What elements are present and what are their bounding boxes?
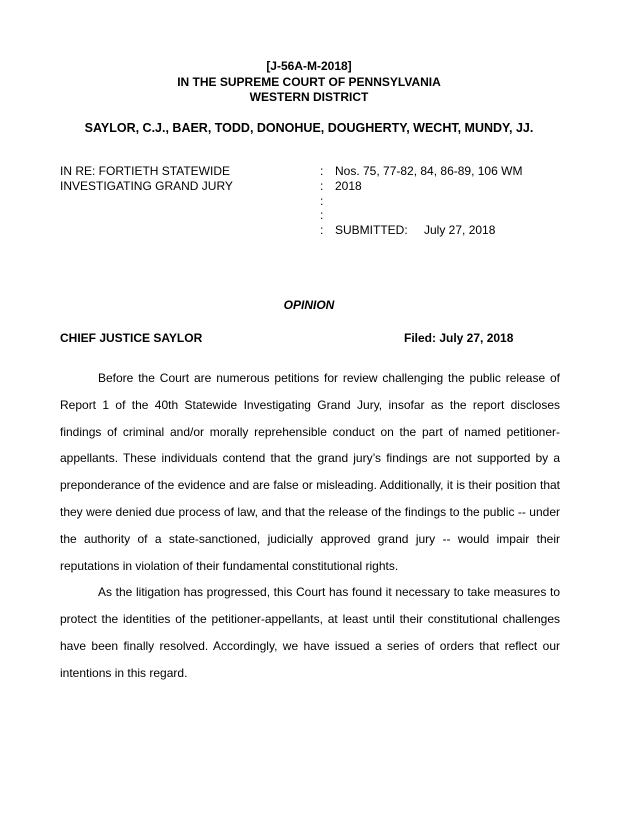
paragraph-2: As the litigation has progressed, this Court has found it necessary to take measures to protect the identities of the petitioner-appellants, at least until their constitutional challenges have been finally resolved. Accordingly, we have issued a series of orders that reflect our intentions in this regard. [60,585,560,680]
court-name: IN THE SUPREME COURT OF PENNSYLVANIA [177,75,441,89]
submitted-date: July 27, 2018 [424,223,496,237]
justices-line: SAYLOR, C.J., BAER, TODD, DONOHUE, DOUGHERTY, WECHT, MUNDY, JJ. [84,121,534,135]
docket-numbers-line2: 2018 [335,179,362,193]
caption-colon: : [320,194,324,208]
caption-left-line2: INVESTIGATING GRAND JURY [60,179,233,193]
opinion-body [60,365,560,687]
docket-code: [J-56A-M-2018] [266,59,352,73]
filed-date: Filed: July 27, 2018 [404,331,514,345]
submitted-label: SUBMITTED: [335,223,408,237]
caption-colon: : [320,223,324,237]
opinion-author: CHIEF JUSTICE SAYLOR [60,331,203,345]
paragraph-1: Before the Court are numerous petitions for review challenging the public release of Report 1 of the 40th Statewide Investigating Grand Jury, insofar as the report discloses findings of criminal and/or morally reprehensible conduct on the part of named petitioner-appellants. These individuals contend that the grand jury’s findings are not supported by a preponderance of the evidence and are false or misleading. Additionally, it is their position that they were denied due process of law, and that the release of the findings to the public -- under the authority of a state-sanctioned, judicially approved grand jury -- would impair their reputations in violation of their fundamental constitutional rights. [60,371,560,573]
caption-left-line1: IN RE: FORTIETH STATEWIDE [60,164,231,178]
caption-colon: : [320,208,324,222]
opinion-title: OPINION [283,298,335,312]
docket-numbers-line1: Nos. 75, 77-82, 84, 86-89, 106 WM [335,164,523,178]
caption-colon: : [320,164,324,178]
district-name: WESTERN DISTRICT [249,90,369,104]
caption-colon: : [320,179,324,193]
